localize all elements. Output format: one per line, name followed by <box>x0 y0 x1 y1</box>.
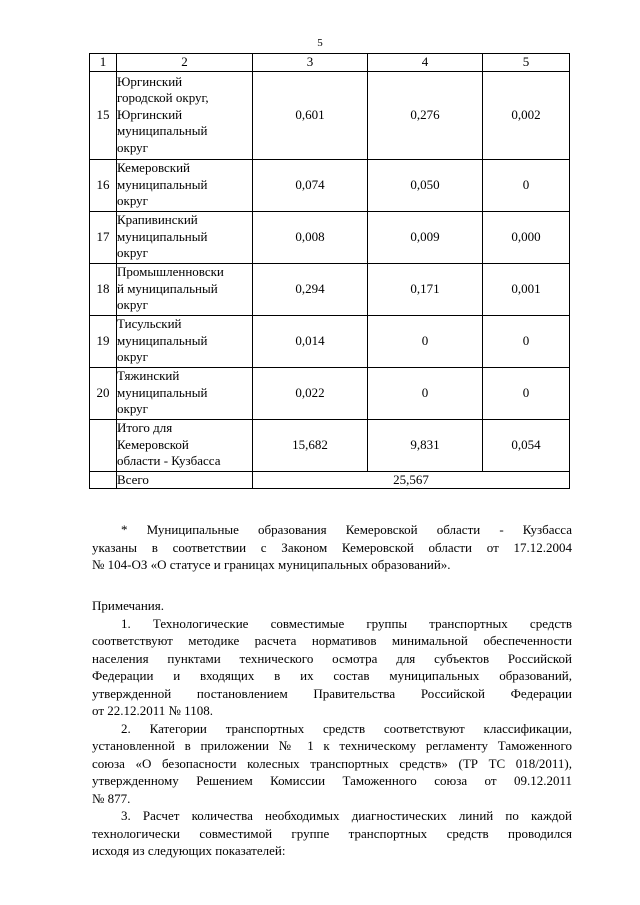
diagnostic-lines-table <box>89 53 570 489</box>
municipality-name-line: округ <box>117 297 148 313</box>
value-col4: 0,009 <box>368 211 483 263</box>
note-1-line: от 22.12.2011 № 1108. <box>92 703 213 718</box>
municipality-name-line: муниципальный <box>117 176 208 192</box>
municipality-name <box>117 211 253 263</box>
itogo-col4: 9,831 <box>368 419 483 471</box>
municipality-name-line: городской округ, <box>117 90 209 106</box>
note-1-line: утвержденной постановлением Правительства Российской Федерации <box>92 685 572 701</box>
note-1-line: Федерации и входящих в их состав муниципальных образований, <box>92 668 572 683</box>
vsego-label: Всего <box>117 471 253 489</box>
value-col4: 0 <box>368 367 483 419</box>
municipality-name-line: Юргинский <box>117 73 183 89</box>
note-2-line: утвержденному Решением Комиссии Таможенного союза от 09.12.2011 <box>92 773 572 788</box>
municipality-name <box>117 159 253 211</box>
itogo-col3: 15,682 <box>253 419 368 471</box>
municipality-name-line: муниципальный <box>117 123 208 139</box>
header-cell: 3 <box>253 54 368 72</box>
value-col5: 0 <box>483 159 570 211</box>
municipality-name-line: Промышленновски <box>117 264 224 280</box>
header-cell: 2 <box>117 54 253 72</box>
municipality-name-line: Крапивинский <box>117 212 198 228</box>
vsego-value: 25,567 <box>253 471 570 489</box>
value-col3: 0,008 <box>253 211 368 263</box>
value-col3: 0,014 <box>253 315 368 367</box>
header-cell: 5 <box>483 54 570 72</box>
table-row <box>90 315 570 367</box>
value-col4: 0,171 <box>368 263 483 315</box>
footnote <box>92 521 572 574</box>
table-row <box>90 211 570 263</box>
itogo-label-line: области - Кузбасса <box>117 453 221 469</box>
note-2-line: союза «О безопасности колесных транспортных средств» (ТР ТС 018/2011), <box>92 755 572 771</box>
empty-cell <box>90 419 117 471</box>
note-2-line: установленной в приложении № 1 к техническому регламенту Таможенного <box>92 738 572 753</box>
table-row <box>90 71 570 159</box>
table-header-row <box>90 54 570 72</box>
empty-cell <box>90 471 117 489</box>
row-number: 18 <box>90 263 117 315</box>
value-col5: 0,000 <box>483 211 570 263</box>
itogo-label-line: Кемеровской <box>117 436 189 452</box>
value-col4: 0,276 <box>368 71 483 159</box>
value-col5: 0 <box>483 367 570 419</box>
table-row <box>90 159 570 211</box>
municipality-name <box>117 263 253 315</box>
municipality-name-line: округ <box>117 401 148 417</box>
municipality-name <box>117 71 253 159</box>
municipality-name-line: округ <box>117 193 148 209</box>
notes <box>92 597 572 860</box>
itogo-row <box>90 419 570 471</box>
note-1-line: 1. Технологические совместимые группы транспортных средств <box>121 615 572 631</box>
municipality-name-line: округ <box>117 139 148 155</box>
value-col3: 0,601 <box>253 71 368 159</box>
page-number: 5 <box>317 37 323 49</box>
itogo-label-line: Итого для <box>117 420 173 436</box>
value-col5: 0,002 <box>483 71 570 159</box>
municipality-name-line: Тяжинский <box>117 368 180 384</box>
note-1-line: населения пунктами технического осмотра для субъектов Российской <box>92 650 572 666</box>
note-3-line: исходя из следующих показателей: <box>92 843 286 858</box>
notes-title: Примечания. <box>92 598 164 613</box>
row-number: 20 <box>90 367 117 419</box>
note-3-line: технологически совместимой группе транспортных средств проводился <box>92 825 572 841</box>
row-number: 16 <box>90 159 117 211</box>
note-2-line: № 877. <box>92 790 131 806</box>
row-number: 15 <box>90 71 117 159</box>
municipality-name-line: муниципальный <box>117 228 208 244</box>
footnote-line: указаны в соответствии с Законом Кемеровской области от 17.12.2004 <box>92 539 572 555</box>
value-col4: 0,050 <box>368 159 483 211</box>
itogo-col5: 0,054 <box>483 419 570 471</box>
municipality-name-line: муниципальный <box>117 384 208 400</box>
value-col5: 0 <box>483 315 570 367</box>
header-cell: 4 <box>368 54 483 72</box>
footnote-line: * Муниципальные образования Кемеровской области - Кузбасса <box>121 522 572 537</box>
municipality-name <box>117 367 253 419</box>
municipality-name-line: Тисульский <box>117 316 182 332</box>
value-col3: 0,022 <box>253 367 368 419</box>
value-col5: 0,001 <box>483 263 570 315</box>
value-col4: 0 <box>368 315 483 367</box>
municipality-name <box>117 315 253 367</box>
footnote-line: № 104-ОЗ «О статусе и границах муниципальных образований». <box>92 557 451 572</box>
note-1-line: соответствуют методике расчета нормативов минимальной обеспеченности <box>92 633 572 648</box>
value-col3: 0,294 <box>253 263 368 315</box>
itogo-label <box>117 419 253 471</box>
note-2-line: 2. Категории транспортных средств соответствуют классификации, <box>121 720 572 736</box>
value-col3: 0,074 <box>253 159 368 211</box>
table-row <box>90 263 570 315</box>
header-cell: 1 <box>90 54 117 72</box>
municipality-name-line: муниципальный <box>117 332 208 348</box>
municipality-name-line: округ <box>117 349 148 365</box>
municipality-name-line: Кемеровский <box>117 160 191 176</box>
row-number: 17 <box>90 211 117 263</box>
vsego-row <box>90 471 570 489</box>
row-number: 19 <box>90 315 117 367</box>
table-row <box>90 367 570 419</box>
municipality-name-line: й муниципальный <box>117 280 218 296</box>
note-3-line: 3. Расчет количества необходимых диагностических линий по каждой <box>121 808 572 823</box>
municipality-name-line: округ <box>117 245 148 261</box>
municipality-name-line: Юргинский <box>117 106 183 122</box>
